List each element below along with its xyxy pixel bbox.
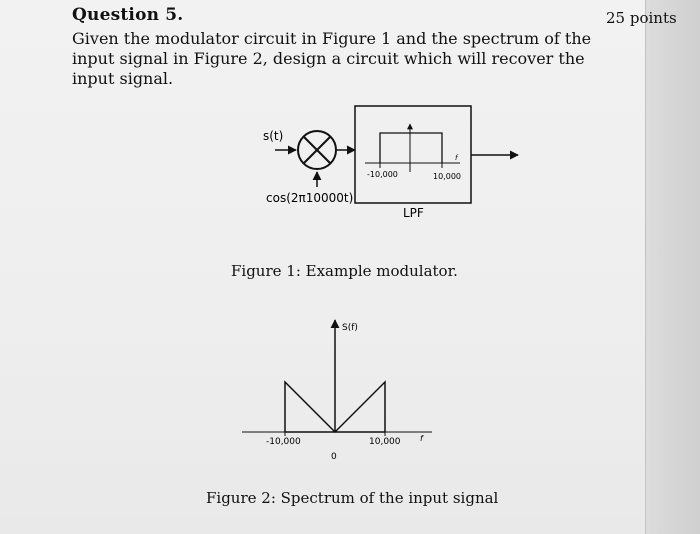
carrier-label: cos(2π10000t) [266,191,354,205]
figure2-spectrum-plot [242,320,432,436]
spectrum-y-label: S(f) [342,323,358,333]
spectrum-axis-variable: f [420,434,423,443]
spectrum-axis-origin: 0 [331,452,337,462]
points-label: 25 points [606,9,677,27]
lpf-axis-variable: f [455,154,458,162]
spectrum-axis-left-tick: -10,000 [266,437,301,447]
lpf-axis-left-tick: -10,000 [367,170,398,179]
input-signal-label: s(t) [263,129,284,143]
lpf-label: LPF [403,206,424,220]
lpf-box [355,106,471,203]
multiplier-icon [298,131,336,169]
lpf-axis-right-tick: 10,000 [433,172,461,181]
question-text: Given the modulator circuit in Figure 1 and the spectrum of the input signal in Figure 2, design a circuit which will recover the input signal. [72,29,592,88]
lpf-response-plot [365,124,460,172]
figure2-caption: Figure 2: Spectrum of the input signal [206,489,499,507]
figure1-caption: Figure 1: Example modulator. [231,262,458,280]
question-title: Question 5. [72,5,184,25]
spectrum-axis-right-tick: 10,000 [369,437,401,447]
